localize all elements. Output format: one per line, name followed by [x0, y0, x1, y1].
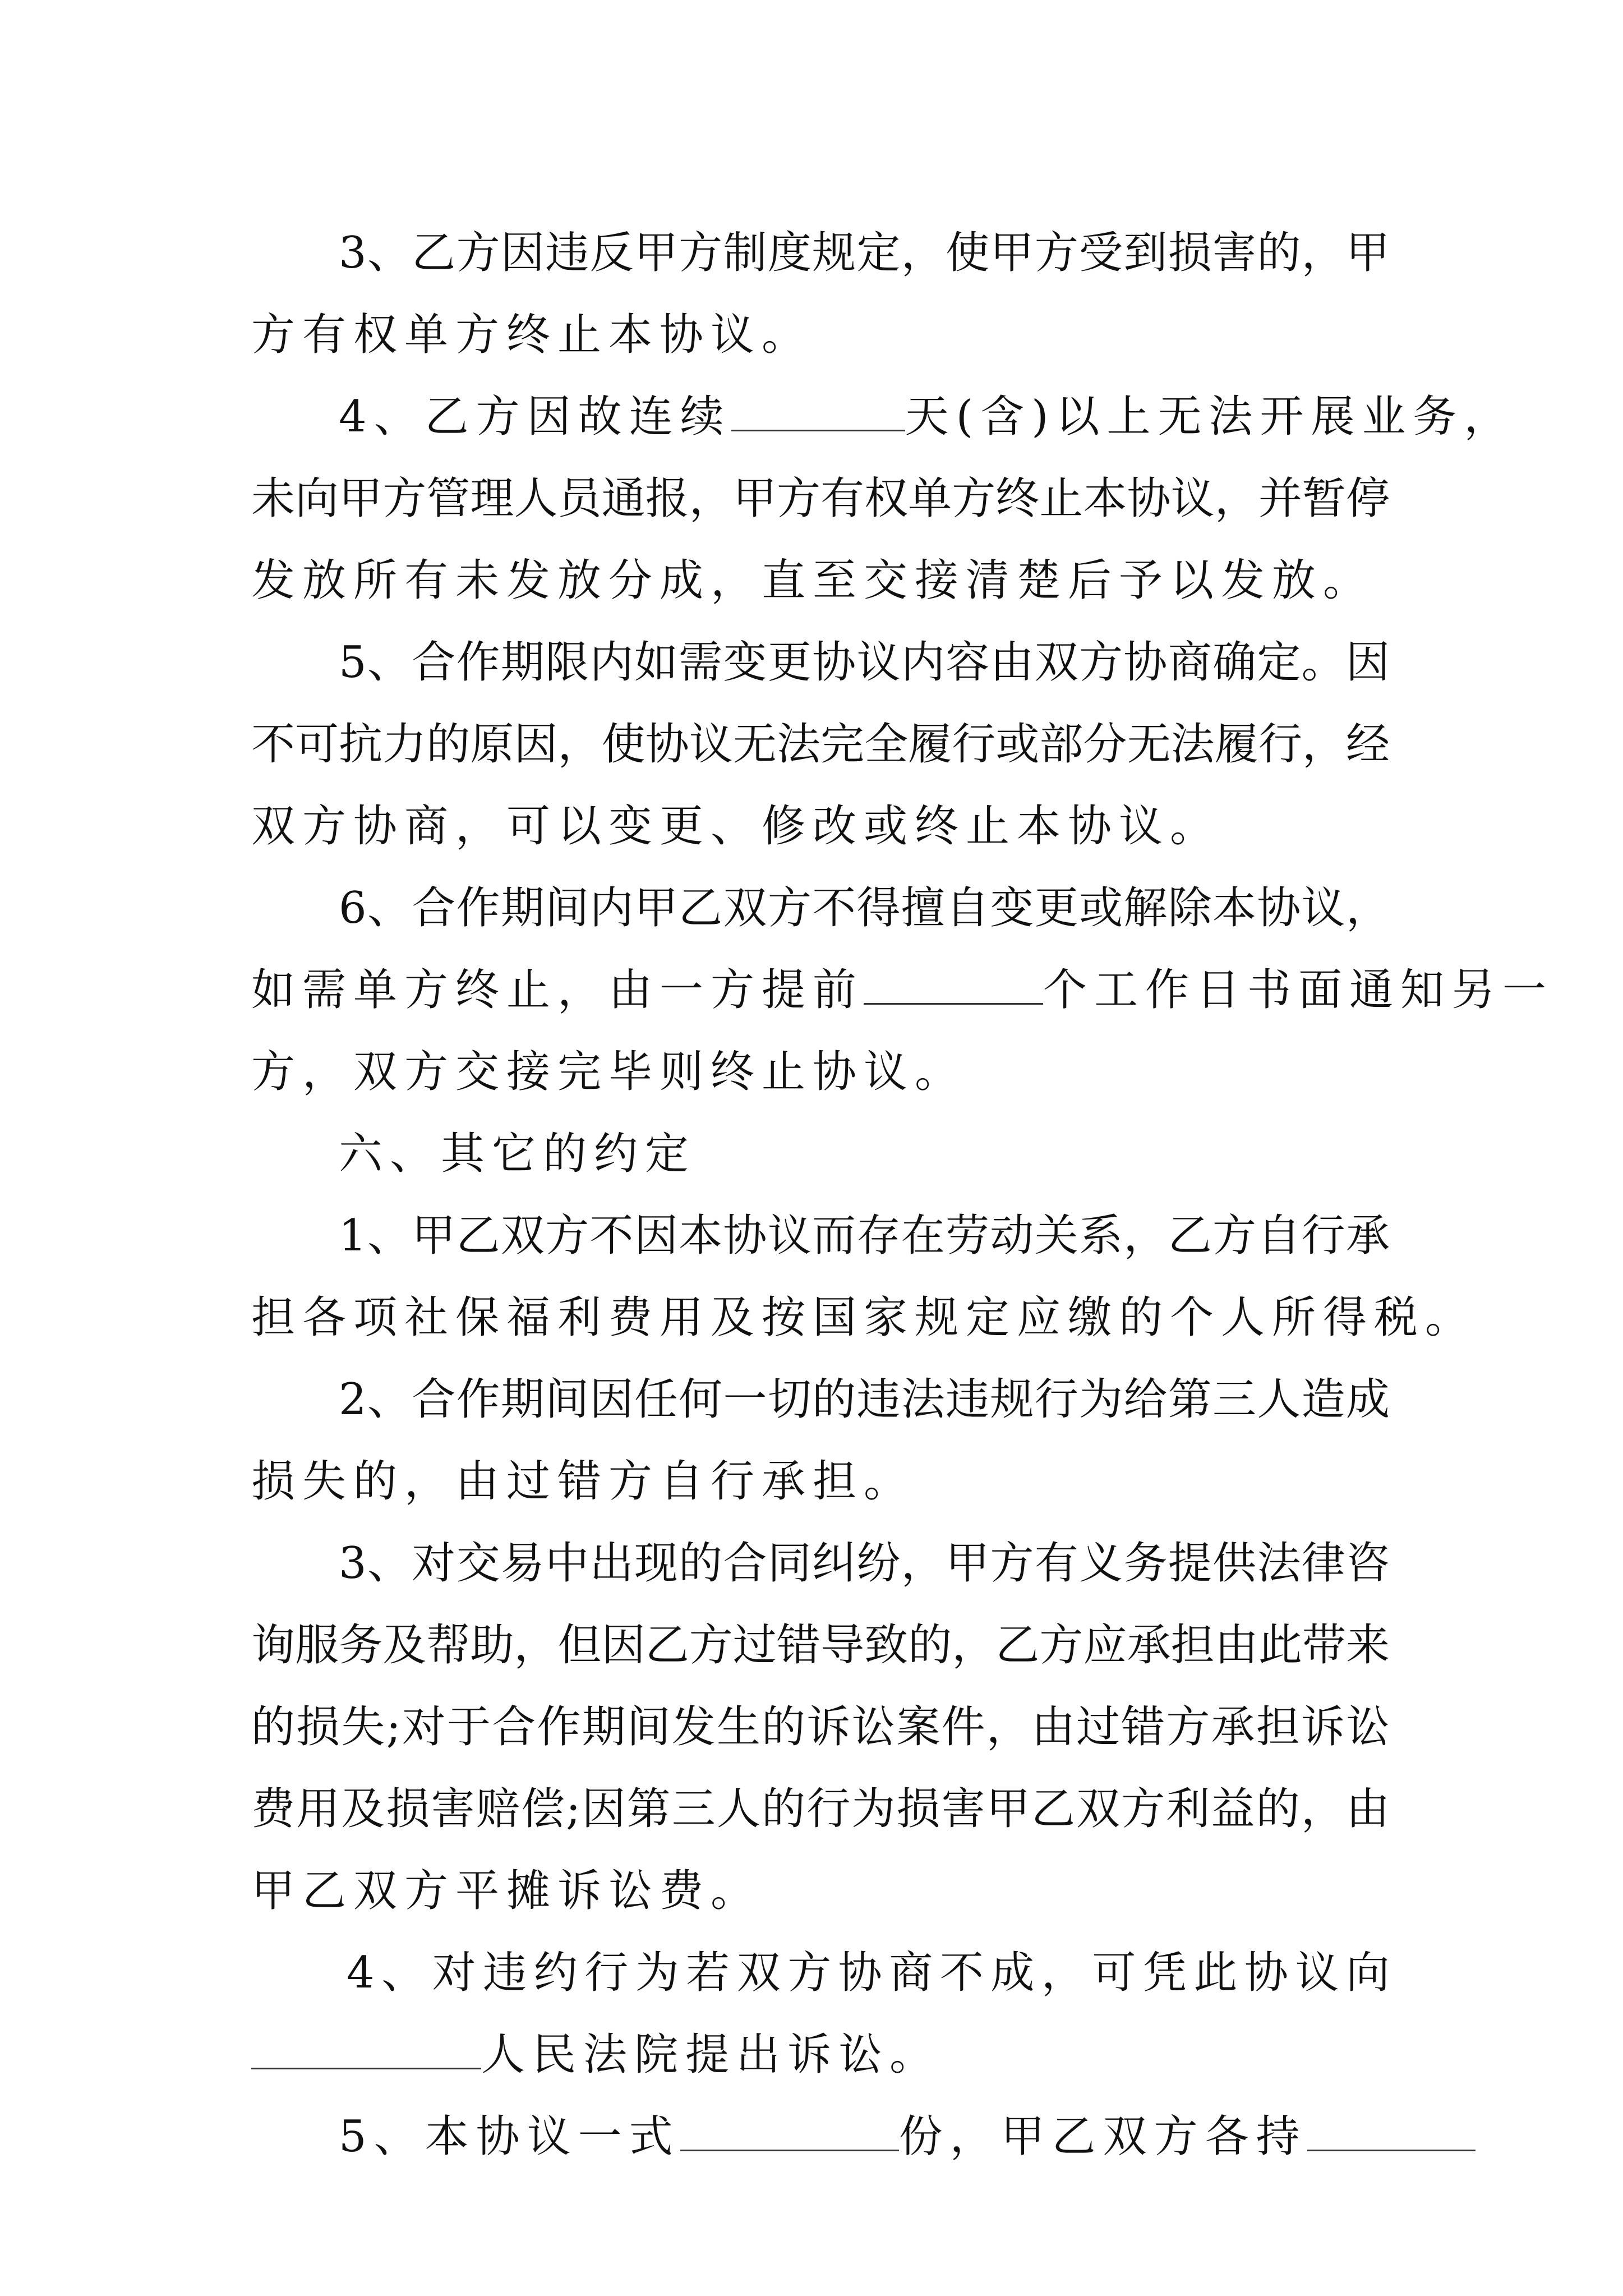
other-4-line-2: [251, 2014, 1390, 2096]
other-5-line-1: [251, 2096, 1390, 2178]
copies-blank: [680, 2144, 899, 2151]
other-4-line-1: 4、对违约行为若双方协商不成，可凭此协议向: [347, 1948, 1390, 1998]
other-2-line-1: 2、合作期间因任何一切的违法违规行为给第三人造成: [339, 1374, 1390, 1425]
other-1-line-2: 担各项社保福利费用及按国家规定应缴的个人所得税。: [251, 1292, 1477, 1343]
clause-4-line-1: [251, 376, 1515, 458]
other-3-line-5: 甲乙双方平摊诉讼费。: [251, 1866, 762, 1916]
document-body: [251, 212, 1554, 2178]
clause-4-text-b: 天(含)以上无法开展业务，: [905, 392, 1515, 442]
section-6-heading: 六、其它的约定: [339, 1129, 697, 1179]
clause-4-line-2: 未向甲方管理人员通报，甲方有权单方终止本协议，并暂停: [251, 473, 1390, 524]
clause-4-line-3: 发放所有未发放分成，直至交接清楚后予以发放。: [251, 555, 1375, 606]
other-5-text-a: 5、本协议一式: [339, 2111, 680, 2162]
clause-6-text-b: 个工作日书面通知另一: [1043, 965, 1554, 1015]
other-4-text: 人民法院提出诉讼。: [481, 2030, 941, 2080]
other-3-line-1: 3、对交易中出现的合同纠纷，甲方有义务提供法律咨: [339, 1538, 1390, 1589]
clause-4-text-a: 4、乙方因故连续: [339, 392, 731, 442]
clause-5-line-2: 不可抗力的原因，使协议无法完全履行或部分无法履行，经: [251, 719, 1390, 770]
clause-6-line-2: [251, 949, 1554, 1031]
clause-6-line-3: 方，双方交接完毕则终止协议。: [251, 1047, 966, 1097]
workdays-blank: [864, 997, 1043, 1005]
other-5-text-b: 份，甲乙双方各持: [898, 2111, 1307, 2162]
clause-5-line-1: 5、合作期限内如需变更协议内容由双方协商确定。因: [339, 637, 1390, 688]
other-3-line-4: 费用及损害赔偿;因第三人的行为损害甲乙双方利益的，由: [251, 1784, 1390, 1834]
clause-5-line-3: 双方协商，可以变更、修改或终止本协议。: [251, 801, 1221, 852]
days-blank: [731, 424, 905, 431]
each-holds-blank: [1307, 2144, 1476, 2151]
court-blank: [251, 2062, 481, 2069]
clause-3-line-2: 方有权单方终止本协议。: [251, 310, 813, 360]
clause-6-line-1: 6、合作期间内甲乙双方不得擅自变更或解除本协议，: [339, 883, 1390, 933]
other-3-line-2: 询服务及帮助，但因乙方过错导致的，乙方应承担由此带来: [251, 1620, 1390, 1671]
other-3-line-3: 的损失;对于合作期间发生的诉讼案件，由过错方承担诉讼: [251, 1702, 1390, 1752]
other-2-line-2: 损失的，由过错方自行承担。: [251, 1456, 915, 1507]
clause-6-text-a: 如需单方终止，由一方提前: [251, 965, 864, 1015]
clause-3-line-1: 3、乙方因违反甲方制度规定，使甲方受到损害的，甲: [339, 228, 1390, 278]
other-1-line-1: 1、甲乙双方不因本协议而存在劳动关系，乙方自行承: [339, 1211, 1390, 1261]
